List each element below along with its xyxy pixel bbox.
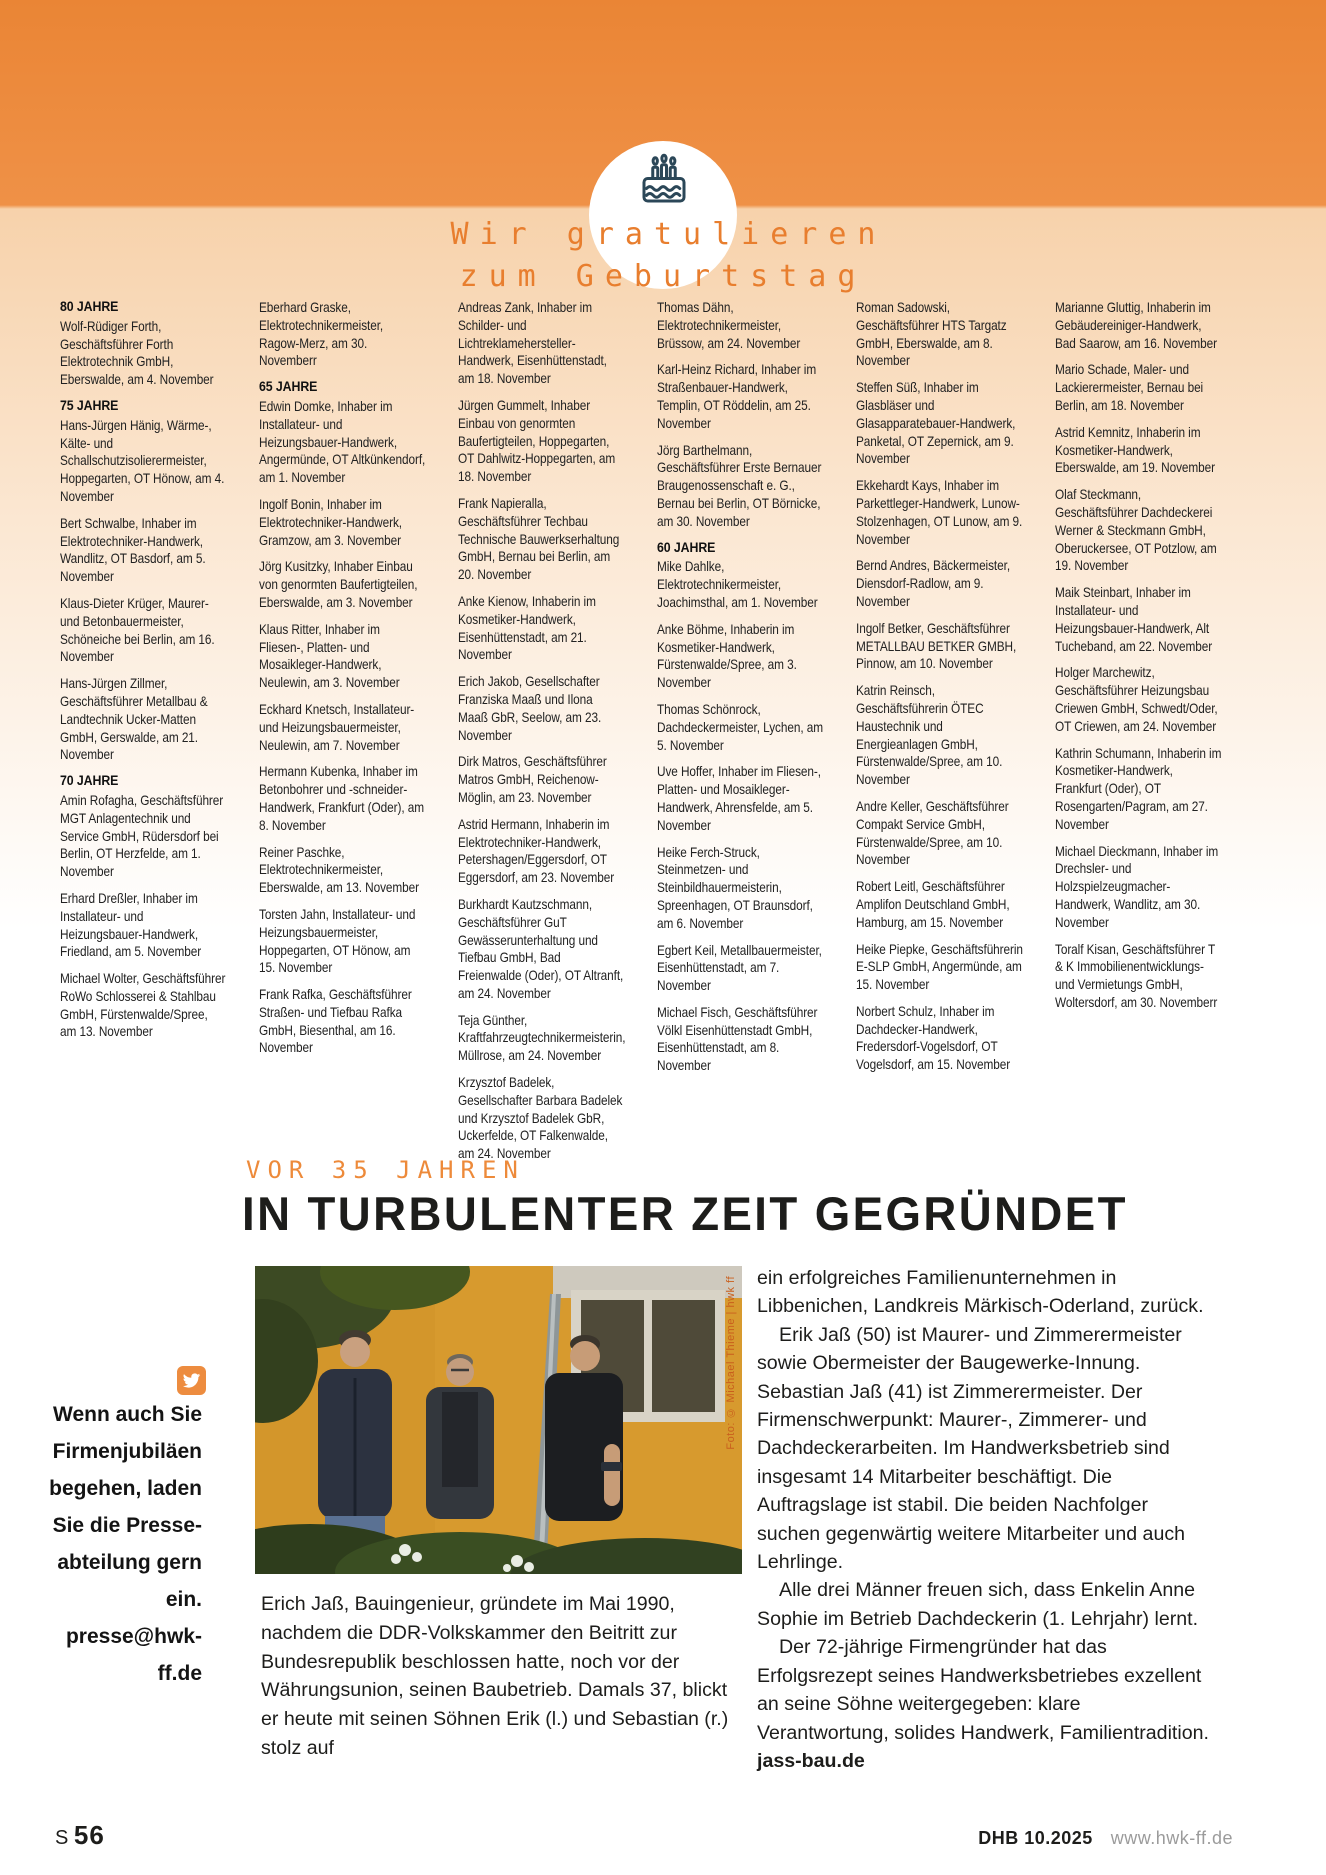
birthday-entry: Thomas Schönrock, Dachdeckermeister, Lychen, am 5. November <box>657 701 823 753</box>
birthday-entry: Erhard Dreßler, Inhaber im Installateur- und Heizungsbauer-Handwerk, Friedland, am 5. November <box>60 890 202 960</box>
birthday-entry: Frank Rafka, Geschäftsführer Straßen- und Tiefbau Rafka GmbH, Biesenthal, am 16. November <box>259 987 412 1056</box>
birthday-column-2 <box>259 299 426 1066</box>
twitter-bird-icon <box>177 1366 206 1395</box>
birthday-entry: Klaus-Dieter Krüger, Maurer- und Betonbauermeister, Schöneiche bei Berlin, am 16. November <box>60 595 215 665</box>
birthday-column-6 <box>1055 299 1222 1021</box>
birthday-entry: Thomas Dähn, Elektrotechnikermeister, Brüssow, am 24. November <box>657 300 801 351</box>
birthday-entry: Hermann Kubenka, Inhaber im Betonbohrer und -schneider-Handwerk, Frankfurt (Oder), am 8. November <box>259 764 424 833</box>
birthday-entry: Erich Jakob, Gesellschafter Franziska Maaß und Ilona Maaß GbR, Seelow, am 23. November <box>458 674 602 743</box>
birthday-entry: Ingolf Betker, Geschäftsführer METALLBAU BETKER GMBH, Pinnow, am 10. November <box>856 620 1017 672</box>
birthday-entry: Jörg Kusitzky, Inhaber Einbau von genormten Baufertigteilen, Eberswalde, am 3. November <box>259 559 418 610</box>
birthday-entry: Ekkehardt Kays, Inhaber im Parkettleger-Handwerk, Lunow-Stolzenhagen, OT Lunow, am 9. November <box>856 478 1023 547</box>
company-website-label: jass-bau.de <box>757 1749 865 1772</box>
press-invite-line: abteilung gern ein. <box>57 1551 202 1611</box>
age-group-heading: 75 JAHRE <box>60 397 119 414</box>
birthday-entry: Katrin Reinsch, Geschäftsführerin ÖTEC Haustechnik und Energieanlagen GmbH, Fürstenwalde/Spree, am 10. November <box>856 683 1003 788</box>
birthday-entry: Toralf Kisan, Geschäftsführer T & K Immobilienentwicklungs- und Vermietungs GmbH, Woltersdorf, am 30. Novemberr <box>1055 941 1218 1010</box>
birthday-entry: Mike Dahlke, Elektrotechnikermeister, Joachimsthal, am 1. November <box>657 559 818 610</box>
press-invite-line: Sie die Presse- <box>52 1514 202 1537</box>
birthday-entry: Maik Steinbart, Inhaber im Installateur- und Heizungsbauer-Handwerk, Alt Tucheband, am 22. November <box>1055 585 1213 654</box>
birthday-entry: Dirk Matros, Geschäftsführer Matros GmbH, Reichenow-Möglin, am 23. November <box>458 754 607 805</box>
press-invite-line: Wenn auch Sie <box>53 1403 202 1426</box>
birthday-entry: Norbert Schulz, Inhaber im Dachdecker-Handwerk, Fredersdorf-Vogelsdorf, OT Vogelsdorf, am 15. November <box>856 1003 1011 1073</box>
birthday-entry: Ingolf Bonin, Inhaber im Elektrotechniker-Handwerk, Gramzow, am 3. November <box>259 496 403 548</box>
age-group-heading: 60 JAHRE <box>657 539 716 556</box>
birthday-entry: Amin Rofagha, Geschäftsführer MGT Anlagentechnik und Service GmbH, Rüdersdorf bei Berlin, OT Herzfelde, am 1. November <box>60 792 224 880</box>
birthday-entry: Edwin Domke, Inhaber im Installateur- und Heizungsbauer-Handwerk, Angermünde, OT Altkünkendorf, am 1. November <box>259 398 426 486</box>
website-label: www.hwk-ff.de <box>1110 1828 1233 1848</box>
photo-caption: Erich Jaß, Bauingenieur, gründete im Mai 1990, nachdem die DDR-Volkskammer den Beitritt zur Bundesrepublik beschlossen hatte, noch vor der Währungsunion, seinen Baubetrieb. Damals 37, blickt er heute mit seinen Söhnen Erik (l.) und Sebastian (r.) stolz auf <box>261 1593 729 1759</box>
birthday-entry: Krzysztof Badelek, Gesellschafter Barbara Badelek und Krzysztof Badelek GbR, Uckerfelde, OT Falkenwalde, am 24. November <box>458 1075 623 1162</box>
birthday-entry: Michael Wolter, Geschäftsführer RoWo Schlosserei & Stahlbau GmbH, Fürstenwalde/Spree, am 13. November <box>60 971 226 1040</box>
page-number <box>55 1820 105 1851</box>
birthday-entry: Jörg Barthelmann, Geschäftsführer Erste Bernauer Braugenossenschaft e. G., Bernau bei Berlin, OT Börnicke, am 30. November <box>657 442 822 529</box>
birthday-entry: Burkhardt Kautzschmann, Geschäftsführer GuT Gewässerunterhaltung und Tiefbau GmbH, Bad Freienwalde (Oder), OT Altranft, am 24. November <box>458 896 624 1001</box>
press-invite-line: begehen, laden <box>49 1477 202 1500</box>
birthday-entry: Robert Leitl, Geschäftsführer Amplifon Deutschland GmbH, Hamburg, am 15. November <box>856 879 1010 930</box>
birthday-column-5 <box>856 299 1023 1083</box>
footer-issue-line <box>978 1828 1233 1849</box>
birthday-entry: Michael Dieckmann, Inhaber im Drechsler- und Holzspielzeugmacher-Handwerk, Wandlitz, am 30. November <box>1055 843 1219 930</box>
photo-credit: Foto: © Michael Thieme | hwk ff <box>725 1276 737 1450</box>
birthday-cake-icon <box>634 151 694 216</box>
birthday-entry: Frank Napieralla, Geschäftsführer Techbau Technische Bauwerkserhaltung GmbH, Bernau bei Berlin, am 20. November <box>458 495 620 583</box>
birthday-entry: Klaus Ritter, Inhaber im Fliesen-, Platten- und Mosaikleger-Handwerk, Neulewin, am 3. November <box>259 621 400 691</box>
press-invite-line: presse@hwk-ff.de <box>65 1625 202 1685</box>
birthday-entry: Andreas Zank, Inhaber im Schilder- und Lichtreklamehersteller-Handwerk, Eisenhüttenstadt, am 18. November <box>458 300 607 387</box>
birthday-entry: Heike Piepke, Geschäftsführerin E-SLP GmbH, Angermünde, am 15. November <box>856 941 1023 993</box>
page-title-line2: zum Geburtstag <box>459 259 867 294</box>
birthday-entry: Bernd Andres, Bäckermeister, Diensdorf-Radlow, am 9. November <box>856 558 1011 609</box>
page-title-line1: Wir gratulieren <box>450 217 887 252</box>
birthday-entry: Astrid Hermann, Inhaberin im Elektrotechniker-Handwerk, Petershagen/Eggersdorf, OT Eggersdorf, am 23. November <box>458 816 615 886</box>
birthday-entry: Olaf Steckmann, Geschäftsführer Dachdeckerei Werner & Steckmann GmbH, Oberuckersee, OT Potzlow, am 19. November <box>1055 487 1217 574</box>
birthday-entry: Andre Keller, Geschäftsführer Compakt Service GmbH, Fürstenwalde/Spree, am 10. November <box>856 798 1009 868</box>
photo-illustration <box>255 1266 742 1574</box>
article-kicker: VOR 35 JAHREN <box>246 1156 525 1184</box>
article-paragraph: Der 72-jährige Firmengründer hat das Erfolgsrezept seines Handwerksbetriebes exzellent an seine Söhne weitergegeben: klare Verantwortung, solides Handwerk, Familientradition. jass-bau.de <box>757 1636 1209 1772</box>
press-invite-line: Firmenjubiläen <box>52 1440 202 1463</box>
birthday-entry: Torsten Jahn, Installateur- und Heizungsbauermeister, Hoppegarten, OT Hönow, am 15. November <box>259 906 416 976</box>
birthday-entry: Astrid Kemnitz, Inhaberin im Kosmetiker-Handwerk, Eberswalde, am 19. November <box>1055 424 1216 476</box>
birthday-entry: Mario Schade, Maler- und Lackierermeister, Bernau bei Berlin, am 18. November <box>1055 362 1204 413</box>
birthday-entry: Hans-Jürgen Hänig, Wärme-, Kälte- und Schallschutzisolierermeister, Hoppegarten, OT Hönow, am 4. November <box>60 417 225 504</box>
birthday-entry: Teja Günther, Kraftfahrzeugtechnikermeisterin, Müllrose, am 24. November <box>458 1012 626 1064</box>
birthday-entry: Reiner Paschke, Elektrotechnikermeister, Eberswalde, am 13. November <box>259 844 420 896</box>
birthday-entry: Karl-Heinz Richard, Inhaber im Straßenbauer-Handwerk, Templin, OT Röddelin, am 25. November <box>657 362 817 431</box>
birthday-entry: Eberhard Graske, Elektrotechnikermeister, Ragow-Merz, am 30. Novemberr <box>259 300 384 369</box>
birthday-entry: Michael Fisch, Geschäftsführer Völkl Eisenhüttenstadt GmbH, Eisenhüttenstadt, am 8. November <box>657 1004 818 1074</box>
age-group-heading: 70 JAHRE <box>60 773 119 790</box>
birthday-entry: Bert Schwalbe, Inhaber im Elektrotechniker-Handwerk, Wandlitz, OT Basdorf, am 5. November <box>60 515 206 585</box>
article-paragraph: Erik Jaß (50) ist Maurer- und Zimmerermeister sowie Obermeister der Baugewerke-Innung. Sebastian Jaß (41) ist Zimmerermeister. Der Firmenschwerpunkt: Maurer-, Zimmerer- und Dachdeckerarbeiten. Im Handwerksbetrieb sind insgesamt 14 Mitarbeiter beschäftigt. Die Auftragslage ist stabil. Die beiden Nachfolger suchen gegenwärtig weitere Mitarbeiter und auch Lehrlinge. <box>757 1323 1186 1574</box>
birthday-column-1 <box>60 299 227 1050</box>
issue-label: DHB 10.2025 <box>978 1828 1093 1848</box>
birthday-entry: Heike Ferch-Struck, Steinmetzen- und Steinbildhauermeisterin, Spreenhagen, OT Braunsdorf, am 6. November <box>657 844 813 931</box>
page-number-label: S <box>55 1827 69 1849</box>
birthday-entry: Holger Marchewitz, Geschäftsführer Heizungsbau Criewen GmbH, Schwedt/Oder, OT Criewen, am 24. November <box>1055 665 1218 734</box>
birthday-column-3 <box>458 299 625 1172</box>
birthday-entry: Marianne Gluttig, Inhaberin im Gebäudereiniger-Handwerk, Bad Saarow, am 16. November <box>1055 300 1217 351</box>
article-paragraph: Alle drei Männer freuen sich, dass Enkelin Anne Sophie im Betrieb Dachdeckerin (1. Lehrjahr) lernt. <box>757 1579 1199 1630</box>
birthday-column-4 <box>657 299 824 1084</box>
birthday-entry: Wolf-Rüdiger Forth, Geschäftsführer Forth Elektrotechnik GmbH, Eberswalde, am 4. November <box>60 318 214 388</box>
age-group-heading: 65 JAHRE <box>259 379 318 396</box>
page-title <box>0 214 1326 298</box>
birthday-entry: Jürgen Gummelt, Inhaber Einbau von genormten Baufertigteilen, Hoppegarten, OT Dahlwitz-Hoppegarten, am 18. November <box>458 397 616 485</box>
birthday-entry: Egbert Keil, Metallbauermeister, Eisenhüttenstadt, am 7. November <box>657 942 822 994</box>
birthday-entry: Eckhard Knetsch, Installateur- und Heizungsbauermeister, Neulewin, am 7. November <box>259 701 415 753</box>
article-headline: IN TURBULENTER ZEIT GEGRÜNDET <box>242 1187 1128 1240</box>
birthday-entry: Anke Kienow, Inhaberin im Kosmetiker-Handwerk, Eisenhüttenstadt, am 21. November <box>458 593 596 663</box>
article-photo <box>255 1266 742 1574</box>
page-number-value: 56 <box>73 1820 105 1850</box>
article-body <box>757 1264 1209 1775</box>
birthday-entry: Anke Böhme, Inhaberin im Kosmetiker-Handwerk, Fürstenwalde/Spree, am 3. November <box>657 621 797 691</box>
birthday-entry: Kathrin Schumann, Inhaberin im Kosmetiker-Handwerk, Frankfurt (Oder), OT Rosengarten/Pagram, am 27. November <box>1055 745 1222 832</box>
age-group-heading: 80 JAHRE <box>60 299 119 315</box>
press-invite-text <box>28 1396 202 1692</box>
birthday-entry: Roman Sadowski, Geschäftsführer HTS Targatz GmbH, Eberswalde, am 8. November <box>856 300 1007 369</box>
birthday-entry: Uve Hoffer, Inhaber im Fliesen-, Platten- und Mosaikleger-Handwerk, Ahrensfelde, am 5. November <box>657 764 821 833</box>
birthday-entry: Hans-Jürgen Zillmer, Geschäftsführer Metallbau & Landtechnik Ucker-Matten GmbH, Gerswalde, am 21. November <box>60 676 208 763</box>
article-paragraph: ein erfolgreiches Familienunternehmen in Libbenichen, Landkreis Märkisch-Oderland, zurück. <box>757 1267 1204 1318</box>
birthday-entry: Steffen Süß, Inhaber im Glasbläser und Glasapparatebauer-Handwerk, Panketal, OT Zepernick, am 9. November <box>856 380 1016 467</box>
